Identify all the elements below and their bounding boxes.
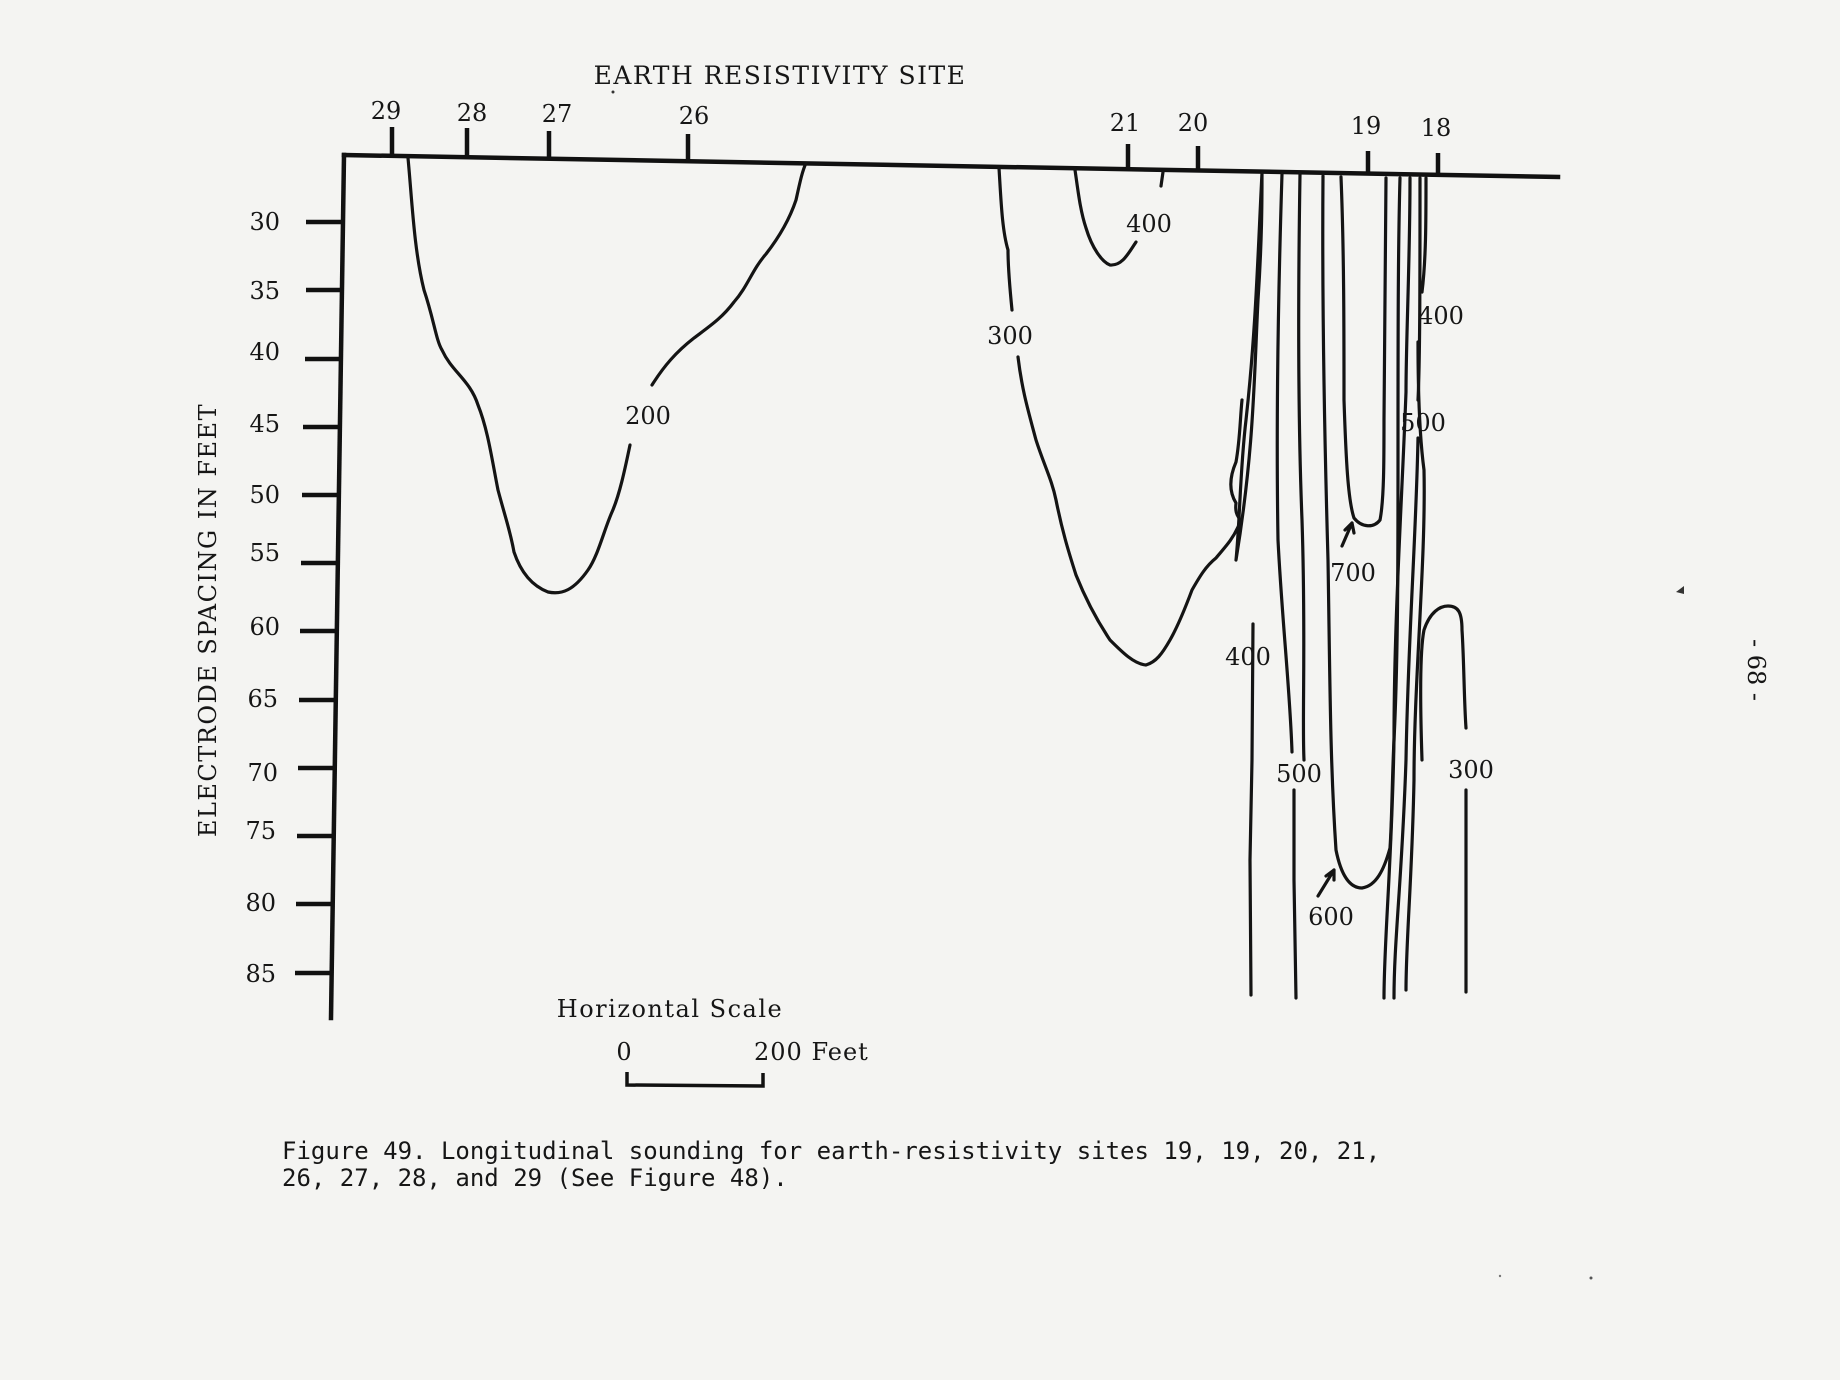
contour-label-500-right: 500 [1400,409,1446,437]
scale-bar [627,1072,763,1086]
contour-label-400-right-top: 400 [1418,302,1464,330]
contour-700-loop [1341,177,1386,526]
contour-200-left-branch [408,158,630,593]
contour-600-loop [1323,176,1400,888]
contour-300-left-top [999,168,1012,310]
depth-label-70: 70 [247,759,278,787]
top-axis-line [344,155,1558,177]
depth-label-30: 30 [249,208,280,236]
scale-end-label: 200 Feet [754,1038,869,1066]
contour-400-left-lower [1236,173,1262,560]
depth-label-50: 50 [249,481,280,509]
scale-start-label: 0 [616,1038,632,1066]
horizontal-scale [557,995,869,1086]
site-label-20: 20 [1177,109,1209,137]
contour-label-300-right: 300 [1448,756,1494,784]
contour-label-600: 600 [1308,903,1354,931]
contour-label-700: 700 [1330,559,1376,587]
figure-title: EARTH RESISTIVITY SITE [593,61,967,90]
depth-label-60: 60 [249,613,280,641]
depth-label-75: 75 [245,817,276,845]
contour-400-bowl-right-stub [1161,172,1163,186]
contour-lines [408,158,1466,998]
depth-labels [245,208,280,988]
site-label-21: 21 [1109,109,1141,137]
site-label-18: 18 [1420,114,1452,142]
contour-label-300-left: 300 [987,322,1033,350]
arrow-to-600 [1318,870,1334,896]
page-number: - 68 - [1742,638,1770,702]
contour-300-right-hairpin [1421,606,1466,760]
depth-label-85: 85 [245,960,276,988]
contour-label-400-top: 400 [1126,210,1172,238]
contour-500-vertical-left [1277,174,1292,752]
scale-title: Horizontal Scale [556,995,784,1023]
site-labels [371,97,1452,142]
contour-200-right-branch [652,163,806,385]
site-label-28: 28 [456,99,488,127]
contour-labels [625,210,1494,931]
site-label-29: 29 [370,97,402,125]
site-label-27: 27 [541,100,573,128]
depth-label-55: 55 [249,539,280,567]
y-axis-title: ELECTRODE SPACING IN FEET [194,402,222,838]
caption-line-2: 26, 27, 28, and 29 (See Figure 48). [282,1164,788,1192]
depth-label-65: 65 [247,685,278,713]
site-label-26: 26 [678,102,710,130]
contour-300-trough [1018,357,1242,665]
contour-400-vertical-low [1250,624,1253,995]
depth-label-35: 35 [249,277,280,305]
contour-label-200: 200 [625,402,671,430]
figure-caption [282,1137,1380,1192]
scan-specks [612,91,1685,1280]
contour-400-right-top [1422,178,1426,292]
left-axis-line [331,155,344,1018]
contour-label-400-low: 400 [1225,643,1271,671]
site-label-19: 19 [1350,112,1382,140]
depth-label-80: 80 [245,889,276,917]
contour-label-500-low: 500 [1276,760,1322,788]
depth-label-40: 40 [249,338,280,366]
arrow-to-700 [1342,523,1354,546]
depth-label-45: 45 [249,410,280,438]
contour-600-vertical [1299,174,1304,760]
contour-500-vertical-low [1294,790,1296,998]
caption-line-1: Figure 49. Longitudinal sounding for earth-resistivity sites 19, 19, 20, 21, [282,1137,1381,1165]
